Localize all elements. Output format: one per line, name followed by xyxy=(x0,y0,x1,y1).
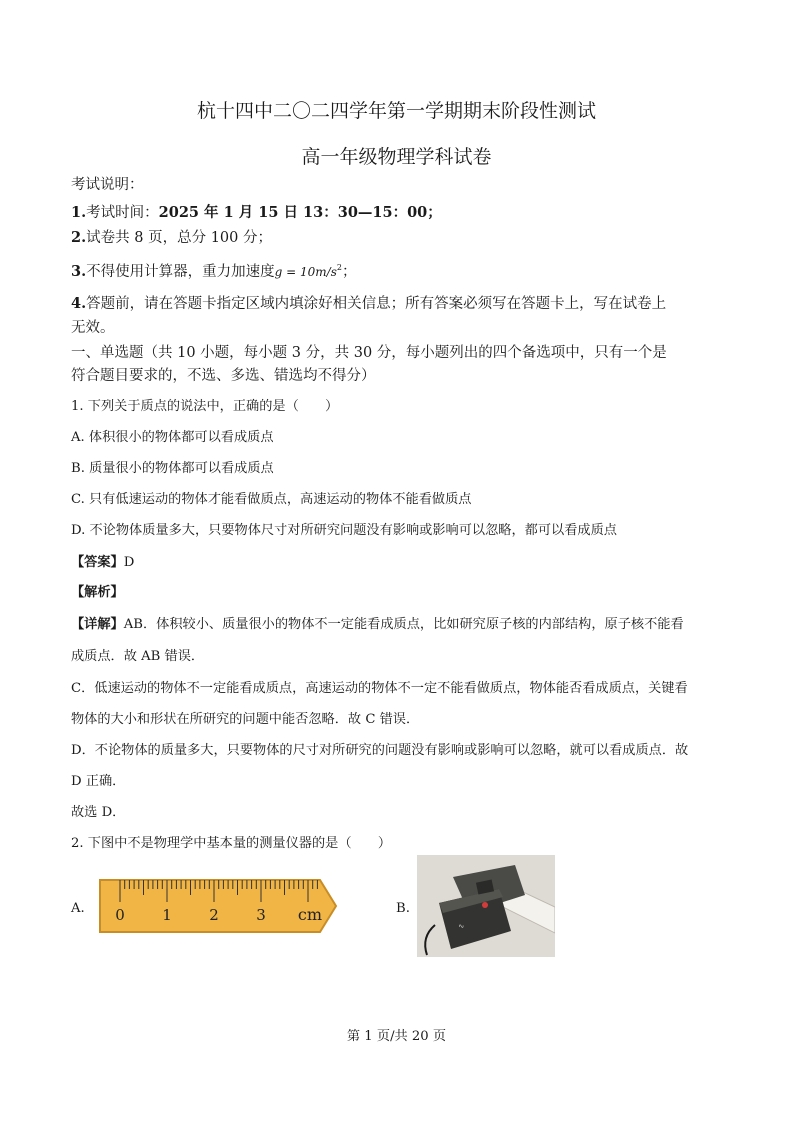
note-2-text: 试卷共 8 页，总分 100 分； xyxy=(86,230,272,246)
q1-option-b: B. 质量很小的物体都可以看成质点 xyxy=(71,461,274,476)
detail-tag: 【详解】 xyxy=(71,617,124,632)
section-heading-line1: 一、单选题（共 10 小题，每小题 3 分，共 30 分，每小题列出的四个备选项中，只有一个是 xyxy=(71,345,667,361)
q1-answer xyxy=(71,551,134,570)
ruler-label-0: 0 xyxy=(115,906,125,924)
q2-stem: 2. 下图中不是物理学中基本量的测量仪器的是（ ） xyxy=(71,836,392,851)
note-4-line2: 无效。 xyxy=(71,320,115,336)
q1-stem: 1. 下列关于质点的说法中，正确的是（ ） xyxy=(71,399,339,414)
note-1 xyxy=(71,201,442,222)
ruler-image xyxy=(98,876,338,936)
q2-label-a: A. xyxy=(71,901,85,916)
q1-option-d: D. 不论物体质量多大，只要物体尺寸对所研究问题没有影响或影响可以忽略，都可以看成质点 xyxy=(71,523,617,538)
detail-line5: D．不论物体的质量多大，只要物体的尺寸对所研究的问题没有影响或影响可以忽略，就可以看成质点．故 xyxy=(71,743,689,758)
note-4 xyxy=(71,292,666,313)
ruler-svg xyxy=(98,876,338,936)
ruler-unit: cm xyxy=(297,905,323,924)
detail-line2: 成质点．故 AB 错误． xyxy=(71,649,205,664)
answer-tag: 【答案】 xyxy=(71,555,124,570)
detail-line1 xyxy=(71,613,684,632)
notes-heading: 考试说明： xyxy=(71,177,144,193)
detail-line7: 故选 D． xyxy=(71,805,126,820)
note-3-prefix: 3. xyxy=(71,263,87,280)
note-2-prefix: 2. xyxy=(71,229,87,246)
note-1-text: 考试时间： xyxy=(86,205,159,221)
note-4-line1: 答题前，请在答题卡指定区域内填涂好相关信息；所有答案必须写在答题卡上，写在试卷上 xyxy=(86,296,667,312)
q2-label-b: B. xyxy=(396,901,410,916)
timer-device-image xyxy=(417,855,555,957)
note-1-prefix: 1. xyxy=(71,204,87,221)
gravity-formula: g = 10m/s xyxy=(274,265,337,279)
svg-text:∿: ∿ xyxy=(457,921,466,931)
note-3 xyxy=(71,260,356,281)
note-4-prefix: 4. xyxy=(71,295,87,312)
note-3-text: 不得使用计算器，重力加速度 xyxy=(86,264,275,280)
detail-line1-text: AB．体积较小、质量很小的物体不一定能看成质点，比如研究原子核的内部结构，原子核不能看 xyxy=(123,617,684,632)
note-2 xyxy=(71,226,272,247)
answer-value: D xyxy=(123,555,135,570)
note-3-end: ； xyxy=(341,264,357,280)
q1-option-c: C. 只有低速运动的物体才能看做质点，高速运动的物体不能看做质点 xyxy=(71,492,472,507)
detail-line4: 物体的大小和形状在所研究的问题中能否忽略．故 C 错误． xyxy=(71,712,420,727)
ruler-label-1: 1 xyxy=(162,906,172,924)
note-1-time: 2025 年 1 月 15 日 13：30—15：00； xyxy=(158,204,442,221)
ruler-label-2: 2 xyxy=(209,906,219,924)
ruler-label-3: 3 xyxy=(256,906,266,924)
section-heading-line2: 符合题目要求的，不选、多选、错选均不得分） xyxy=(71,368,376,384)
q1-option-a: A. 体积很小的物体都可以看成质点 xyxy=(71,430,274,445)
gravity-formula-exponent: 2 xyxy=(336,263,342,273)
detail-line3: C．低速运动的物体不一定能看成质点，高速运动的物体不一定不能看做质点，物体能否看成质点，关键看 xyxy=(71,681,688,696)
analysis-tag: 【解析】 xyxy=(71,585,124,600)
timer-device-svg xyxy=(417,855,555,957)
page-footer: 第 1 页/共 20 页 xyxy=(346,1029,447,1044)
title-line2: 高一年级物理学科试卷 xyxy=(301,146,492,168)
detail-line6: D 正确． xyxy=(71,774,126,789)
title-line1: 杭十四中二〇二四学年第一学期期末阶段性测试 xyxy=(196,100,596,122)
